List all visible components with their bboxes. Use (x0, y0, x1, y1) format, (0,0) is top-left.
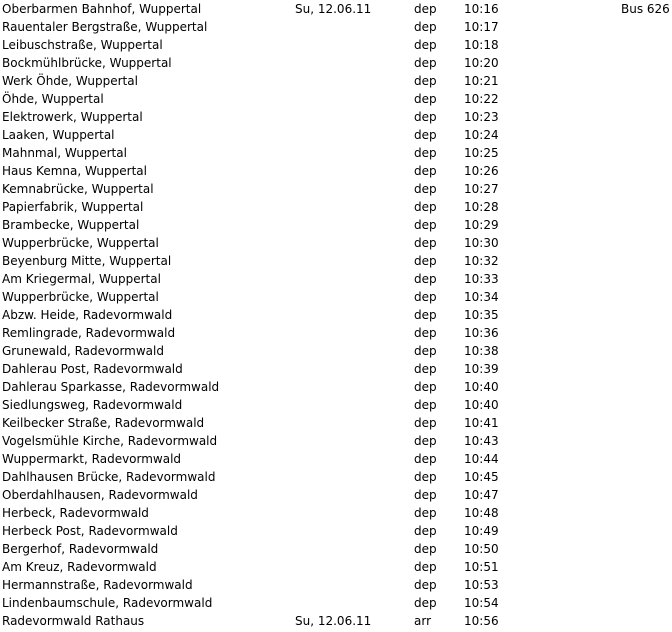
stop-time: 10:54 (464, 596, 499, 610)
stop-time: 10:17 (464, 20, 499, 34)
dep-arr-indicator: dep (414, 542, 437, 556)
timetable-row (0, 450, 672, 468)
stop-time: 10:18 (464, 38, 499, 52)
dep-arr-indicator: dep (414, 326, 437, 340)
dep-arr-indicator: dep (414, 452, 437, 466)
dep-arr-indicator: dep (414, 92, 437, 106)
dep-arr-indicator: dep (414, 578, 437, 592)
dep-arr-indicator: dep (414, 38, 437, 52)
stop-time: 10:25 (464, 146, 499, 160)
dep-arr-indicator: dep (414, 146, 437, 160)
stop-name: Laaken, Wuppertal (2, 128, 115, 142)
stop-name: Bockmühlbrücke, Wuppertal (2, 56, 172, 70)
bus-line-label: Bus 626 (621, 2, 670, 16)
stop-name: Oberbarmen Bahnhof, Wuppertal (2, 2, 202, 16)
stop-time: 10:47 (464, 488, 499, 502)
timetable-row (0, 486, 672, 504)
dep-arr-indicator: dep (414, 110, 437, 124)
dep-arr-indicator: dep (414, 74, 437, 88)
timetable-row (0, 378, 672, 396)
stop-time: 10:39 (464, 362, 499, 376)
timetable-row (0, 126, 672, 144)
stop-time: 10:38 (464, 344, 499, 358)
stop-name: Keilbecker Straße, Radevormwald (2, 416, 205, 430)
dep-arr-indicator: dep (414, 272, 437, 286)
service-date: Su, 12.06.11 (295, 2, 372, 16)
timetable-row (0, 540, 672, 558)
stop-name: Herbeck Post, Radevormwald (2, 524, 178, 538)
timetable-row (0, 234, 672, 252)
stop-name: Wuppermarkt, Radevormwald (2, 452, 182, 466)
timetable-row (0, 432, 672, 450)
stop-time: 10:21 (464, 74, 499, 88)
stop-time: 10:40 (464, 380, 499, 394)
dep-arr-indicator: dep (414, 254, 437, 268)
timetable-row (0, 612, 672, 630)
stop-time: 10:50 (464, 542, 499, 556)
timetable-row (0, 270, 672, 288)
stop-time: 10:56 (464, 614, 499, 628)
stop-name: Abzw. Heide, Radevormwald (2, 308, 173, 322)
stop-name: Mahnmal, Wuppertal (2, 146, 127, 160)
stop-time: 10:27 (464, 182, 499, 196)
stop-time: 10:36 (464, 326, 499, 340)
stop-name: Dahlerau Sparkasse, Radevormwald (2, 380, 220, 394)
stop-name: Vogelsmühle Kirche, Radevormwald (2, 434, 218, 448)
stop-time: 10:43 (464, 434, 499, 448)
stop-time: 10:20 (464, 56, 499, 70)
dep-arr-indicator: dep (414, 236, 437, 250)
timetable-row (0, 414, 672, 432)
timetable-row (0, 72, 672, 90)
stop-name: Radevormwald Rathaus (2, 614, 145, 628)
timetable-row (0, 594, 672, 612)
dep-arr-indicator: dep (414, 20, 437, 34)
stop-name: Brambecke, Wuppertal (2, 218, 140, 232)
stop-name: Herbeck, Radevormwald (2, 506, 149, 520)
stop-name: Remlingrade, Radevormwald (2, 326, 176, 340)
stop-time: 10:16 (464, 2, 499, 16)
timetable-row (0, 36, 672, 54)
timetable-row (0, 360, 672, 378)
stop-name: Bergerhof, Radevormwald (2, 542, 159, 556)
stop-time: 10:44 (464, 452, 499, 466)
dep-arr-indicator: dep (414, 218, 437, 232)
timetable-row (0, 396, 672, 414)
stop-name: Rauentaler Bergstraße, Wuppertal (2, 20, 208, 34)
dep-arr-indicator: dep (414, 398, 437, 412)
timetable-row (0, 162, 672, 180)
stop-name: Dahlerau Post, Radevormwald (2, 362, 183, 376)
dep-arr-indicator: dep (414, 200, 437, 214)
timetable-row (0, 252, 672, 270)
stop-time: 10:23 (464, 110, 499, 124)
timetable-row (0, 54, 672, 72)
stop-name: Am Kriegermal, Wuppertal (2, 272, 161, 286)
stop-time: 10:24 (464, 128, 499, 142)
dep-arr-indicator: dep (414, 506, 437, 520)
stop-name: Papierfabrik, Wuppertal (2, 200, 144, 214)
timetable-row (0, 522, 672, 540)
timetable-row (0, 288, 672, 306)
stop-name: Öhde, Wuppertal (2, 92, 104, 106)
stop-name: Beyenburg Mitte, Wuppertal (2, 254, 172, 268)
timetable-row (0, 90, 672, 108)
stop-time: 10:35 (464, 308, 499, 322)
stop-time: 10:26 (464, 164, 499, 178)
timetable-row (0, 468, 672, 486)
dep-arr-indicator: dep (414, 128, 437, 142)
stop-time: 10:48 (464, 506, 499, 520)
stop-name: Siedlungsweg, Radevormwald (2, 398, 183, 412)
dep-arr-indicator: dep (414, 596, 437, 610)
timetable-row (0, 576, 672, 594)
timetable-row (0, 0, 672, 18)
timetable-row (0, 198, 672, 216)
dep-arr-indicator: dep (414, 416, 437, 430)
stop-name: Werk Öhde, Wuppertal (2, 74, 138, 88)
stop-name: Grunewald, Radevormwald (2, 344, 164, 358)
stop-time: 10:22 (464, 92, 499, 106)
stop-name: Dahlhausen Brücke, Radevormwald (2, 470, 216, 484)
dep-arr-indicator: dep (414, 56, 437, 70)
timetable-row (0, 18, 672, 36)
stop-name: Hermannstraße, Radevormwald (2, 578, 193, 592)
stop-name: Oberdahlhausen, Radevormwald (2, 488, 198, 502)
service-date: Su, 12.06.11 (295, 614, 372, 628)
timetable-row (0, 108, 672, 126)
dep-arr-indicator: dep (414, 362, 437, 376)
dep-arr-indicator: dep (414, 344, 437, 358)
stop-name: Wupperbrücke, Wuppertal (2, 236, 159, 250)
stop-time: 10:45 (464, 470, 499, 484)
timetable-row (0, 306, 672, 324)
stop-time: 10:33 (464, 272, 499, 286)
dep-arr-indicator: dep (414, 524, 437, 538)
stop-time: 10:40 (464, 398, 499, 412)
dep-arr-indicator: dep (414, 434, 437, 448)
dep-arr-indicator: dep (414, 488, 437, 502)
timetable-row (0, 342, 672, 360)
stop-name: Elektrowerk, Wuppertal (2, 110, 143, 124)
stop-time: 10:51 (464, 560, 499, 574)
timetable-row (0, 558, 672, 576)
stop-name: Leibuschstraße, Wuppertal (2, 38, 163, 52)
stop-time: 10:32 (464, 254, 499, 268)
stop-name: Am Kreuz, Radevormwald (2, 560, 157, 574)
dep-arr-indicator: dep (414, 380, 437, 394)
stop-time: 10:53 (464, 578, 499, 592)
stop-name: Lindenbaumschule, Radevormwald (2, 596, 213, 610)
stop-name: Wupperbrücke, Wuppertal (2, 290, 159, 304)
timetable-row (0, 324, 672, 342)
dep-arr-indicator: dep (414, 182, 437, 196)
dep-arr-indicator: arr (414, 614, 432, 628)
dep-arr-indicator: dep (414, 290, 437, 304)
timetable-row (0, 504, 672, 522)
stop-name: Kemnabrücke, Wuppertal (2, 182, 154, 196)
dep-arr-indicator: dep (414, 308, 437, 322)
dep-arr-indicator: dep (414, 2, 437, 16)
timetable-row (0, 144, 672, 162)
stop-time: 10:49 (464, 524, 499, 538)
stop-time: 10:41 (464, 416, 499, 430)
stop-time: 10:30 (464, 236, 499, 250)
dep-arr-indicator: dep (414, 164, 437, 178)
stop-time: 10:29 (464, 218, 499, 232)
stop-time: 10:28 (464, 200, 499, 214)
dep-arr-indicator: dep (414, 560, 437, 574)
stop-name: Haus Kemna, Wuppertal (2, 164, 147, 178)
dep-arr-indicator: dep (414, 470, 437, 484)
timetable-row (0, 180, 672, 198)
stop-time: 10:34 (464, 290, 499, 304)
timetable-row (0, 216, 672, 234)
